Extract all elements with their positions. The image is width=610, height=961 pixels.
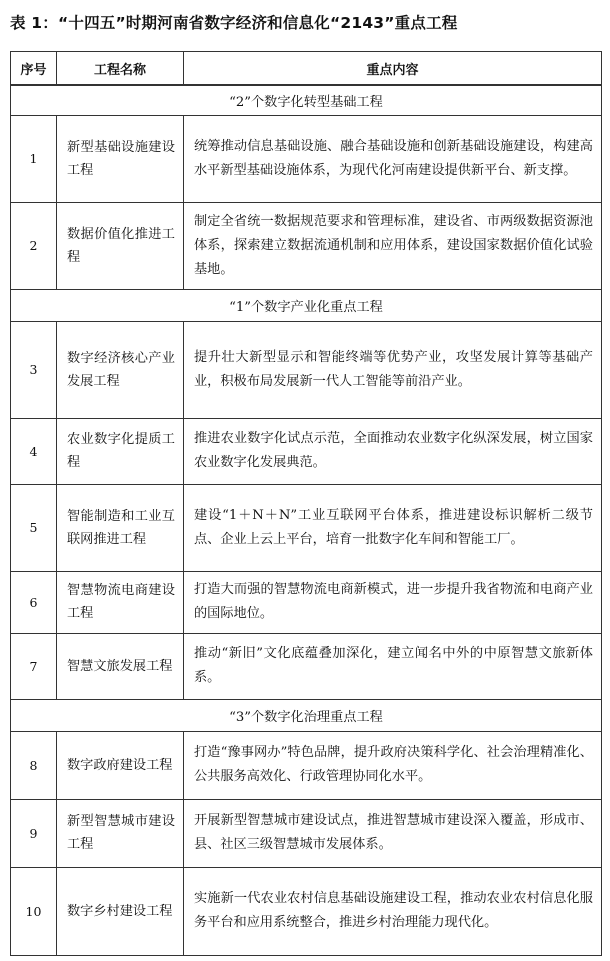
row-content: 开展新型智慧城市建设试点，推进智慧城市建设深入覆盖，形成市、县、社区三级智慧城市发展体系。 (184, 799, 602, 867)
row-name: 智慧物流电商建设工程 (57, 571, 184, 633)
table-row (11, 731, 602, 799)
row-content: 建设“1＋N＋N”工业互联网平台体系，推进建设标识解析二级节点、企业上云上平台，培育一批数字化车间和智能工厂。 (184, 484, 602, 571)
row-name: 智能制造和工业互联网推进工程 (57, 484, 184, 571)
table-row (11, 799, 602, 867)
row-content: 打造“豫事网办”特色品牌，提升政府决策科学化、社会治理精准化、公共服务高效化、行政管理协同化水平。 (184, 731, 602, 799)
table-row (11, 571, 602, 633)
row-num: 7 (11, 633, 57, 699)
row-name: 数字乡村建设工程 (57, 867, 184, 955)
header-name: 工程名称 (57, 52, 184, 86)
section-row (11, 699, 602, 731)
projects-table (10, 51, 602, 956)
row-num: 1 (11, 115, 57, 202)
row-content: 制定全省统一数据规范要求和管理标准，建设省、市两级数据资源池体系，探索建立数据流通机制和应用体系，建设国家数据价值化试验基地。 (184, 202, 602, 289)
row-content: 打造大而强的智慧物流电商新模式，进一步提升我省物流和电商产业的国际地位。 (184, 571, 602, 633)
section-row (11, 85, 602, 115)
row-name: 农业数字化提质工程 (57, 418, 184, 484)
header-row (11, 52, 602, 86)
row-name: 新型智慧城市建设工程 (57, 799, 184, 867)
table-row (11, 484, 602, 571)
section-title: “2”个数字化转型基础工程 (11, 85, 602, 115)
row-num: 4 (11, 418, 57, 484)
row-name: 数据价值化推进工程 (57, 202, 184, 289)
table-row (11, 633, 602, 699)
table-row (11, 202, 602, 289)
row-num: 10 (11, 867, 57, 955)
row-name: 数字经济核心产业发展工程 (57, 321, 184, 418)
row-name: 数字政府建设工程 (57, 731, 184, 799)
table-row (11, 418, 602, 484)
section-title: “1”个数字产业化重点工程 (11, 289, 602, 321)
section-row (11, 289, 602, 321)
table-row (11, 115, 602, 202)
row-content: 推动“新旧”文化底蕴叠加深化，建立闻名中外的中原智慧文旅新体系。 (184, 633, 602, 699)
row-num: 9 (11, 799, 57, 867)
row-name: 智慧文旅发展工程 (57, 633, 184, 699)
row-name: 新型基础设施建设工程 (57, 115, 184, 202)
row-content: 统筹推动信息基础设施、融合基础设施和创新基础设施建设，构建高水平新型基础设施体系，为现代化河南建设提供新平台、新支撑。 (184, 115, 602, 202)
row-content: 推进农业数字化试点示范，全面推动农业数字化纵深发展，树立国家农业数字化发展典范。 (184, 418, 602, 484)
row-content: 提升壮大新型显示和智能终端等优势产业，攻坚发展计算等基础产业，积极布局发展新一代人工智能等前沿产业。 (184, 321, 602, 418)
header-num: 序号 (11, 52, 57, 86)
section-title: “3”个数字化治理重点工程 (11, 699, 602, 731)
row-num: 5 (11, 484, 57, 571)
row-num: 6 (11, 571, 57, 633)
row-num: 3 (11, 321, 57, 418)
row-num: 8 (11, 731, 57, 799)
table-row (11, 321, 602, 418)
row-content: 实施新一代农业农村信息基础设施建设工程，推动农业农村信息化服务平台和应用系统整合，推进乡村治理能力现代化。 (184, 867, 602, 955)
table-title: 表 1：“十四五”时期河南省数字经济和信息化“2143”重点工程 (10, 14, 458, 32)
table-row (11, 867, 602, 955)
header-content: 重点内容 (184, 52, 602, 86)
row-num: 2 (11, 202, 57, 289)
